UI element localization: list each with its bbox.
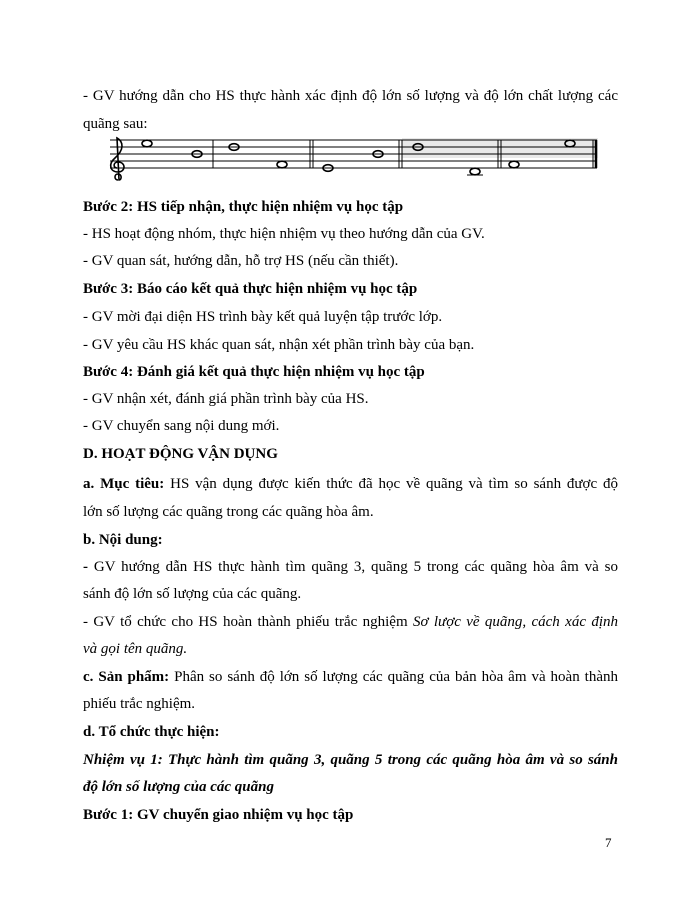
product-line (83, 667, 618, 687)
step-heading: Bước 4: Đánh giá kết quả thực hiện nhiệm vụ học tập (83, 364, 425, 380)
music-staff (102, 136, 600, 186)
worksheet-title: Sơ lược về quãng, cách xác định (413, 614, 618, 630)
step-heading: Bước 1: GV chuyển giao nhiệm vụ học tập (83, 807, 354, 823)
content-text: - GV tổ chức cho HS hoàn thành phiếu trắc nghiệm (83, 614, 413, 630)
bullet-dash: - (83, 559, 88, 575)
paragraph-line: phiếu trắc nghiệm. (83, 696, 196, 712)
objective-text: HS vận dụng được kiến thức đã học về quãng và tìm so sánh được độ (164, 476, 618, 492)
objective-line (83, 474, 618, 494)
product-text: Phân so sánh độ lớn số lượng các quãng của bản hòa âm và hoàn thành (169, 669, 618, 685)
paragraph-line: - GV chuyển sang nội dung mới. (83, 418, 280, 434)
paragraph-line: - HS hoạt động nhóm, thực hiện nhiệm vụ theo hướng dẫn của GV. (83, 226, 485, 242)
paragraph-line: quãng sau: (83, 116, 148, 132)
step-heading: Bước 3: Báo cáo kết quả thực hiện nhiệm vụ học tập (83, 281, 418, 297)
paragraph-line: - GV hướng dẫn cho HS thực hành xác định độ lớn số lượng và độ lớn chất lượng các (83, 88, 618, 104)
product-label: c. Sản phẩm: (83, 669, 170, 685)
task-heading: Nhiệm vụ 1: Thực hành tìm quãng 3, quãng 5 trong các quãng hòa âm và so sánh (83, 752, 618, 768)
step-heading: Bước 2: HS tiếp nhận, thực hiện nhiệm vụ học tập (83, 199, 404, 215)
objective-label: a. Mục tiêu: (83, 476, 165, 492)
paragraph-line: sánh độ lớn số lượng của các quãng. (83, 586, 302, 602)
paragraph-line: - GV nhận xét, đánh giá phần trình bày của HS. (83, 391, 369, 407)
page-number: 7 (605, 835, 612, 850)
task-heading-cont: độ lớn số lượng của các quãng (83, 779, 274, 795)
worksheet-title-cont: và gọi tên quãng. (83, 641, 188, 657)
section-heading: D. HOẠT ĐỘNG VẬN DỤNG (83, 446, 278, 462)
paragraph-line: - GV yêu cầu HS khác quan sát, nhận xét phần trình bày của bạn. (83, 337, 475, 353)
content-line (83, 612, 618, 632)
paragraph-line: - GV quan sát, hướng dẫn, hỗ trợ HS (nếu cần thiết). (83, 253, 399, 269)
content-text: GV hướng dẫn HS thực hành tìm quãng 3, quãng 5 trong các quãng hòa âm và so (88, 559, 618, 575)
paragraph-line: lớn số lượng các quãng trong các quãng hòa âm. (83, 504, 374, 520)
content-line (83, 557, 618, 577)
implementation-label: d. Tổ chức thực hiện: (83, 724, 220, 740)
content-label: b. Nội dung: (83, 532, 163, 548)
paragraph-line: - GV mời đại diện HS trình bày kết quả luyện tập trước lớp. (83, 309, 443, 325)
